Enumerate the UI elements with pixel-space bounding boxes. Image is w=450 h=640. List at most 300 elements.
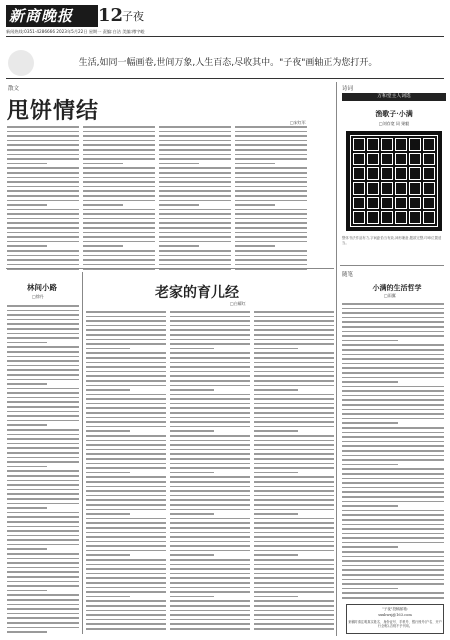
- text-line: [170, 334, 250, 336]
- text-line: [86, 577, 166, 579]
- text-line: [170, 568, 250, 570]
- text-line: [7, 631, 47, 633]
- text-line: [159, 154, 231, 156]
- text-line: [7, 209, 79, 211]
- text-line: [7, 245, 47, 247]
- text-line: [86, 513, 130, 515]
- text-line: [83, 181, 155, 183]
- text-line: [235, 186, 307, 188]
- poem-tag: 诗词: [342, 86, 354, 92]
- text-line: [7, 599, 79, 601]
- text-line: [83, 232, 155, 234]
- text-line: [86, 403, 166, 405]
- text-line: [7, 447, 79, 449]
- text-line: [7, 305, 79, 307]
- text-line: [7, 434, 79, 436]
- text-line: [159, 236, 231, 238]
- text-line: [254, 509, 334, 511]
- text-line: [170, 481, 250, 483]
- text-line: [254, 444, 334, 446]
- text-line: [86, 518, 166, 520]
- text-line: [342, 537, 444, 539]
- text-line: [254, 545, 334, 547]
- text-line: [170, 554, 214, 556]
- text-line: [7, 126, 79, 128]
- text-line: [170, 587, 250, 589]
- submission-email: sxxbwzj@163.com: [378, 613, 412, 617]
- text-line: [235, 135, 307, 137]
- text-line: [159, 195, 231, 197]
- text-line: [86, 522, 166, 524]
- text-line: [170, 348, 214, 350]
- text-line: [86, 371, 166, 373]
- text-line: [86, 628, 166, 630]
- text-line: [7, 581, 79, 583]
- text-line: [86, 366, 166, 368]
- text-line: [7, 493, 79, 495]
- text-line: [7, 562, 79, 564]
- middle-body-col1: [86, 308, 166, 634]
- text-line: [7, 190, 79, 192]
- text-line: [170, 596, 214, 598]
- text-line: [254, 554, 298, 556]
- text-line: [159, 227, 231, 229]
- text-line: [342, 326, 444, 328]
- text-line: [342, 468, 444, 470]
- text-line: [86, 614, 166, 616]
- text-line: [86, 453, 166, 455]
- text-line: [342, 597, 444, 599]
- text-line: [235, 222, 307, 224]
- text-line: [170, 518, 250, 520]
- text-line: [254, 320, 334, 322]
- text-line: [342, 569, 444, 571]
- text-line: [7, 429, 79, 431]
- text-line: [342, 404, 444, 406]
- text-line: [170, 582, 250, 584]
- text-line: [7, 346, 79, 348]
- text-line: [7, 526, 79, 528]
- text-line: [254, 550, 334, 552]
- text-line: [86, 463, 166, 465]
- text-line: [7, 544, 79, 546]
- text-line: [342, 519, 444, 521]
- text-line: [86, 499, 166, 501]
- text-line: [342, 422, 398, 424]
- article-body-col4: [235, 123, 307, 273]
- text-line: [83, 222, 155, 224]
- text-line: [86, 375, 166, 377]
- text-line: [254, 394, 334, 396]
- text-line: [235, 204, 275, 206]
- text-line: [342, 478, 444, 480]
- text-line: [342, 312, 444, 314]
- text-line: [254, 564, 334, 566]
- text-line: [83, 190, 155, 192]
- article-body-col1: [7, 123, 79, 273]
- text-line: [170, 453, 250, 455]
- text-line: [170, 564, 250, 566]
- text-line: [159, 222, 231, 224]
- text-line: [83, 154, 155, 156]
- text-line: [83, 209, 155, 211]
- text-line: [83, 158, 155, 160]
- poem-box-label: 万和堂主人词选: [342, 93, 446, 101]
- submission-info-box: [346, 604, 444, 634]
- text-line: [235, 241, 307, 243]
- text-line: [159, 259, 231, 261]
- text-line: [254, 339, 334, 341]
- text-line: [159, 144, 231, 146]
- text-line: [342, 533, 444, 535]
- text-line: [7, 383, 47, 385]
- text-line: [7, 259, 79, 261]
- text-line: [170, 573, 250, 575]
- text-line: [235, 232, 307, 234]
- article-byline: □宋红军: [290, 120, 306, 125]
- text-line: [7, 457, 79, 459]
- text-line: [342, 459, 444, 461]
- text-line: [254, 472, 298, 474]
- text-line: [7, 232, 79, 234]
- text-line: [7, 369, 79, 371]
- text-line: [342, 482, 444, 484]
- text-line: [83, 172, 155, 174]
- text-line: [159, 209, 231, 211]
- text-line: [170, 600, 250, 602]
- text-line: [342, 455, 444, 457]
- text-line: [7, 328, 79, 330]
- text-line: [254, 453, 334, 455]
- text-line: [83, 140, 155, 142]
- text-line: [86, 339, 166, 341]
- text-line: [7, 392, 79, 394]
- text-line: [254, 486, 334, 488]
- text-line: [170, 449, 250, 451]
- text-line: [170, 619, 250, 621]
- text-line: [7, 608, 79, 610]
- text-line: [254, 463, 334, 465]
- text-line: [86, 444, 166, 446]
- text-line: [86, 380, 166, 382]
- article-body-col3: [159, 123, 231, 273]
- text-line: [342, 450, 444, 452]
- text-line: [235, 163, 275, 165]
- text-line: [170, 343, 250, 345]
- text-line: [254, 481, 334, 483]
- text-line: [170, 394, 250, 396]
- text-line: [170, 513, 214, 515]
- text-line: [170, 527, 250, 529]
- text-line: [159, 172, 231, 174]
- text-line: [7, 594, 79, 596]
- text-line: [83, 213, 155, 215]
- text-line: [254, 490, 334, 492]
- text-line: [170, 371, 250, 373]
- text-line: [159, 135, 231, 137]
- text-line: [342, 395, 444, 397]
- text-line: [254, 325, 334, 327]
- text-line: [7, 480, 79, 482]
- text-line: [159, 158, 231, 160]
- text-line: [86, 527, 166, 529]
- text-line: [342, 308, 444, 310]
- text-line: [170, 545, 250, 547]
- right-body: [342, 300, 444, 600]
- text-line: [170, 339, 250, 341]
- text-line: [7, 558, 79, 560]
- text-line: [254, 311, 334, 313]
- text-line: [342, 464, 398, 466]
- text-line: [254, 605, 334, 607]
- text-line: [254, 430, 298, 432]
- text-line: [86, 596, 130, 598]
- text-line: [170, 541, 250, 543]
- text-line: [170, 522, 250, 524]
- text-line: [170, 577, 250, 579]
- text-line: [159, 218, 231, 220]
- text-line: [7, 264, 79, 266]
- text-line: [83, 126, 155, 128]
- text-line: [235, 181, 307, 183]
- text-line: [86, 389, 130, 391]
- poem-title: 渔歌子·小满: [375, 109, 413, 118]
- text-line: [7, 590, 47, 592]
- text-line: [235, 213, 307, 215]
- text-line: [159, 163, 199, 165]
- text-line: [235, 177, 307, 179]
- text-line: [170, 357, 250, 359]
- text-line: [254, 518, 334, 520]
- text-line: [254, 619, 334, 621]
- text-line: [170, 467, 250, 469]
- page-number: 12: [98, 5, 124, 26]
- text-line: [342, 399, 444, 401]
- calligraphy-seal-image: [346, 131, 442, 231]
- text-line: [7, 250, 79, 252]
- text-line: [235, 264, 307, 266]
- text-line: [7, 548, 47, 550]
- text-line: [235, 209, 307, 211]
- text-line: [86, 343, 166, 345]
- text-line: [342, 321, 444, 323]
- text-line: [254, 527, 334, 529]
- text-line: [7, 181, 79, 183]
- poem-author: □刘存宽 词 果毅: [378, 121, 410, 126]
- text-line: [342, 331, 444, 333]
- text-line: [254, 417, 334, 419]
- text-line: [170, 614, 250, 616]
- text-line: [86, 472, 130, 474]
- text-line: [86, 610, 166, 612]
- submission-note: 来稿时请注明真实姓名、身份证号、手机号、银行账号(户名、开户行全称),否则不予刊用。: [348, 620, 442, 628]
- text-line: [86, 467, 166, 469]
- text-line: [83, 144, 155, 146]
- text-line: [159, 241, 231, 243]
- text-line: [170, 417, 250, 419]
- text-line: [342, 367, 444, 369]
- text-line: [342, 432, 444, 434]
- column-divider: [336, 82, 337, 636]
- text-line: [83, 268, 155, 270]
- text-line: [342, 583, 444, 585]
- text-line: [7, 512, 79, 514]
- text-line: [342, 514, 444, 516]
- text-line: [254, 467, 334, 469]
- right-byline: □雨翼: [384, 293, 396, 298]
- text-line: [7, 627, 79, 629]
- text-line: [235, 259, 307, 261]
- text-line: [86, 357, 166, 359]
- text-line: [86, 362, 166, 364]
- text-line: [7, 186, 79, 188]
- text-line: [86, 394, 166, 396]
- text-line: [235, 144, 307, 146]
- text-line: [170, 610, 250, 612]
- text-line: [86, 407, 166, 409]
- text-line: [342, 386, 444, 388]
- text-line: [342, 441, 444, 443]
- text-line: [254, 559, 334, 561]
- text-line: [7, 461, 79, 463]
- text-line: [170, 440, 250, 442]
- text-line: [254, 568, 334, 570]
- text-line: [342, 413, 444, 415]
- text-line: [7, 507, 47, 509]
- text-line: [7, 424, 47, 426]
- text-line: [170, 458, 250, 460]
- text-line: [254, 541, 334, 543]
- text-line: [170, 380, 250, 382]
- text-line: [86, 412, 166, 414]
- text-line: [83, 250, 155, 252]
- text-line: [170, 325, 250, 327]
- text-line: [254, 623, 334, 625]
- text-line: [170, 426, 250, 428]
- text-line: [254, 600, 334, 602]
- text-line: [86, 458, 166, 460]
- text-line: [7, 131, 79, 133]
- text-line: [7, 521, 79, 523]
- essay-tag: 随笔: [342, 272, 354, 278]
- text-line: [170, 550, 250, 552]
- text-line: [342, 358, 444, 360]
- prose-tag: 散文: [8, 86, 20, 92]
- text-line: [7, 356, 79, 358]
- text-line: [342, 524, 444, 526]
- text-line: [7, 144, 79, 146]
- text-line: [254, 536, 334, 538]
- text-line: [342, 381, 398, 383]
- text-line: [170, 623, 250, 625]
- text-line: [254, 348, 298, 350]
- text-line: [7, 535, 79, 537]
- text-line: [254, 385, 334, 387]
- text-line: [7, 443, 79, 445]
- text-line: [254, 504, 334, 506]
- text-line: [7, 360, 79, 362]
- text-line: [7, 553, 79, 555]
- text-line: [83, 218, 155, 220]
- text-line: [170, 362, 250, 364]
- text-line: [159, 255, 231, 257]
- text-line: [7, 415, 79, 417]
- text-line: [170, 472, 214, 474]
- text-line: [170, 444, 250, 446]
- text-line: [86, 352, 166, 354]
- text-line: [7, 255, 79, 257]
- text-line: [235, 158, 307, 160]
- text-line: [342, 560, 444, 562]
- text-line: [7, 195, 79, 197]
- text-line: [159, 181, 231, 183]
- text-line: [170, 532, 250, 534]
- text-line: [254, 366, 334, 368]
- text-line: [170, 320, 250, 322]
- text-line: [7, 351, 79, 353]
- text-line: [86, 582, 166, 584]
- text-line: [342, 445, 444, 447]
- text-line: [86, 495, 166, 497]
- text-line: [83, 195, 155, 197]
- text-line: [86, 316, 166, 318]
- text-line: [342, 344, 444, 346]
- text-line: [7, 158, 79, 160]
- text-line: [159, 245, 199, 247]
- text-line: [170, 504, 250, 506]
- text-line: [7, 567, 79, 569]
- text-line: [170, 486, 250, 488]
- text-line: [342, 409, 444, 411]
- text-line: [235, 190, 307, 192]
- text-line: [7, 585, 79, 587]
- text-line: [170, 352, 250, 354]
- text-line: [7, 617, 79, 619]
- text-line: [86, 334, 166, 336]
- text-line: [86, 476, 166, 478]
- text-line: [7, 167, 79, 169]
- text-line: [7, 401, 79, 403]
- text-line: [7, 484, 79, 486]
- text-line: [254, 316, 334, 318]
- text-line: [86, 564, 166, 566]
- text-line: [342, 487, 444, 489]
- article-body-col2: [83, 123, 155, 273]
- text-line: [7, 516, 79, 518]
- text-line: [170, 375, 250, 377]
- text-line: [7, 466, 47, 468]
- text-line: [86, 430, 130, 432]
- article-headline: 甩饼情结: [7, 98, 100, 124]
- text-line: [7, 622, 79, 624]
- text-line: [342, 390, 444, 392]
- text-line: [7, 489, 79, 491]
- text-line: [170, 407, 250, 409]
- text-line: [342, 588, 398, 590]
- sub-headline: 林间小路: [27, 283, 57, 292]
- text-line: [159, 204, 199, 206]
- text-line: [83, 255, 155, 257]
- text-line: [254, 610, 334, 612]
- text-line: [86, 426, 166, 428]
- text-line: [7, 314, 79, 316]
- text-line: [254, 398, 334, 400]
- text-line: [7, 236, 79, 238]
- text-line: [159, 250, 231, 252]
- text-line: [342, 354, 444, 356]
- text-line: [86, 545, 166, 547]
- text-line: [7, 200, 79, 202]
